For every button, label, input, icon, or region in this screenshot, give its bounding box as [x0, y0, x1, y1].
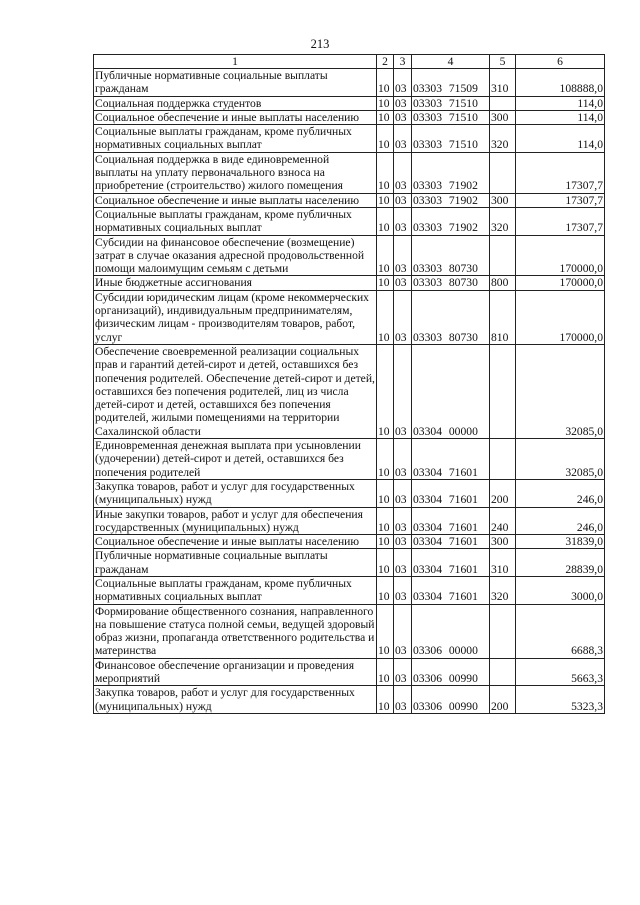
row-target-article: 03303 71510: [412, 96, 490, 110]
row-subsection: 03: [394, 604, 412, 658]
row-expense-type: [490, 344, 516, 438]
row-expense-type: [490, 604, 516, 658]
column-header: 3: [394, 55, 412, 69]
row-name: Иные закупки товаров, работ и услуг для обеспечения государственных (муниципальных) нужд: [94, 507, 377, 535]
row-amount: 32085,0: [516, 439, 605, 480]
row-name: Социальные выплаты гражданам, кроме публичных нормативных социальных выплат: [94, 576, 377, 604]
row-subsection: 03: [394, 69, 412, 97]
row-section: 10: [377, 290, 394, 344]
row-expense-type: 240: [490, 507, 516, 535]
row-name: Публичные нормативные социальные выплаты гражданам: [94, 69, 377, 97]
row-target-article: 03303 80730: [412, 235, 490, 276]
row-amount: 6688,3: [516, 604, 605, 658]
table-row: [94, 439, 605, 480]
table-row: [94, 125, 605, 153]
row-target-article: 03306 00990: [412, 658, 490, 686]
row-amount: 246,0: [516, 507, 605, 535]
row-subsection: 03: [394, 549, 412, 577]
row-amount: 17307,7: [516, 152, 605, 193]
row-name: Социальная поддержка в виде единовременной выплаты на уплату первоначального взноса на приобретение (строительство) жилого помещения: [94, 152, 377, 193]
table-row: [94, 658, 605, 686]
table-row: [94, 152, 605, 193]
row-section: 10: [377, 152, 394, 193]
row-name: Социальные выплаты гражданам, кроме публичных нормативных социальных выплат: [94, 125, 377, 153]
table-row: [94, 96, 605, 110]
row-expense-type: 300: [490, 535, 516, 549]
row-amount: 170000,0: [516, 235, 605, 276]
row-name: Субсидии юридическим лицам (кроме некоммерческих организаций), индивидуальным предпринимателям, физическим лицам - производителям товаров, работ, услуг: [94, 290, 377, 344]
row-subsection: 03: [394, 152, 412, 193]
table-row: [94, 110, 605, 124]
row-subsection: 03: [394, 125, 412, 153]
row-amount: 3000,0: [516, 576, 605, 604]
row-subsection: 03: [394, 439, 412, 480]
row-name: Закупка товаров, работ и услуг для государственных (муниципальных) нужд: [94, 686, 377, 714]
row-expense-type: 300: [490, 193, 516, 207]
row-subsection: 03: [394, 576, 412, 604]
row-expense-type: [490, 96, 516, 110]
row-amount: 170000,0: [516, 290, 605, 344]
row-subsection: 03: [394, 658, 412, 686]
row-target-article: 03303 71509: [412, 69, 490, 97]
table-row: [94, 686, 605, 714]
row-expense-type: 310: [490, 69, 516, 97]
row-target-article: 03304 00000: [412, 344, 490, 438]
row-name: Социальная поддержка студентов: [94, 96, 377, 110]
row-amount: 31839,0: [516, 535, 605, 549]
row-target-article: 03306 00990: [412, 686, 490, 714]
row-section: 10: [377, 207, 394, 235]
row-subsection: 03: [394, 535, 412, 549]
row-expense-type: 320: [490, 576, 516, 604]
row-expense-type: 200: [490, 686, 516, 714]
row-amount: 17307,7: [516, 207, 605, 235]
row-amount: 17307,7: [516, 193, 605, 207]
row-target-article: 03303 80730: [412, 290, 490, 344]
budget-table: [93, 54, 605, 714]
row-subsection: 03: [394, 110, 412, 124]
row-expense-type: 300: [490, 110, 516, 124]
row-name: Финансовое обеспечение организации и проведения мероприятий: [94, 658, 377, 686]
row-target-article: 03303 71902: [412, 207, 490, 235]
table-row: [94, 235, 605, 276]
row-section: 10: [377, 110, 394, 124]
row-section: 10: [377, 604, 394, 658]
row-expense-type: [490, 152, 516, 193]
row-section: 10: [377, 549, 394, 577]
page-number: 213: [310, 37, 330, 51]
row-target-article: 03304 71601: [412, 549, 490, 577]
row-amount: 28839,0: [516, 549, 605, 577]
row-section: 10: [377, 658, 394, 686]
row-name: Единовременная денежная выплата при усыновлении (удочерении) детей-сирот и детей, оставшихся без попечения родителей: [94, 439, 377, 480]
row-expense-type: 200: [490, 479, 516, 507]
row-expense-type: 800: [490, 276, 516, 290]
row-amount: 5323,3: [516, 686, 605, 714]
table-row: [94, 290, 605, 344]
row-name: Социальное обеспечение и иные выплаты населению: [94, 110, 377, 124]
row-section: 10: [377, 507, 394, 535]
row-name: Социальное обеспечение и иные выплаты населению: [94, 535, 377, 549]
row-section: 10: [377, 193, 394, 207]
column-header: 2: [377, 55, 394, 69]
row-subsection: 03: [394, 235, 412, 276]
row-target-article: 03304 71601: [412, 439, 490, 480]
row-amount: 108888,0: [516, 69, 605, 97]
row-section: 10: [377, 276, 394, 290]
row-expense-type: [490, 235, 516, 276]
row-amount: 114,0: [516, 125, 605, 153]
row-section: 10: [377, 235, 394, 276]
row-subsection: 03: [394, 96, 412, 110]
row-target-article: 03303 80730: [412, 276, 490, 290]
table-row: [94, 535, 605, 549]
row-target-article: 03303 71902: [412, 152, 490, 193]
table-row: [94, 576, 605, 604]
row-name: Публичные нормативные социальные выплаты гражданам: [94, 549, 377, 577]
row-section: 10: [377, 535, 394, 549]
table-row: [94, 276, 605, 290]
row-amount: 114,0: [516, 110, 605, 124]
row-name: Формирование общественного сознания, направленного на повышение статуса полной семьи, ведущей здоровый образ жизни, пропаганда ответственного родительства и материнства: [94, 604, 377, 658]
table-row: [94, 479, 605, 507]
column-header: 5: [490, 55, 516, 69]
row-target-article: 03304 71601: [412, 507, 490, 535]
row-name: Закупка товаров, работ и услуг для государственных (муниципальных) нужд: [94, 479, 377, 507]
row-name: Обеспечение своевременной реализации социальных прав и гарантий детей-сирот и детей, оставшихся без попечения родителей. Обеспечение детей-сирот и детей, оставшихся без попечения родителей, лиц из числа детей-сирот и детей, оставшихся без попечения родителей, жилыми помещениями на территории Сахалинской области: [95, 344, 375, 438]
row-name: Социальные выплаты гражданам, кроме публичных нормативных социальных выплат: [94, 207, 377, 235]
row-target-article: 03303 71510: [412, 110, 490, 124]
row-section: 10: [377, 439, 394, 480]
row-target-article: 03304 71601: [412, 576, 490, 604]
row-target-article: 03304 71601: [412, 479, 490, 507]
table-row: [94, 549, 605, 577]
row-section: 10: [377, 479, 394, 507]
row-target-article: 03303 71902: [412, 193, 490, 207]
row-section: 10: [377, 576, 394, 604]
row-subsection: 03: [394, 686, 412, 714]
table-row: [94, 344, 605, 438]
row-expense-type: 320: [490, 207, 516, 235]
row-target-article: 03306 00000: [412, 604, 490, 658]
row-section: 10: [377, 686, 394, 714]
row-name: Иные бюджетные ассигнования: [94, 276, 377, 290]
row-subsection: 03: [394, 507, 412, 535]
row-subsection: 03: [394, 276, 412, 290]
row-subsection: 03: [394, 479, 412, 507]
table-row: [94, 207, 605, 235]
column-header: 4: [412, 55, 490, 69]
row-subsection: 03: [394, 207, 412, 235]
row-section: 10: [377, 96, 394, 110]
row-section: 10: [377, 69, 394, 97]
column-header: 6: [516, 55, 605, 69]
row-expense-type: [490, 658, 516, 686]
row-subsection: 03: [394, 193, 412, 207]
column-header: 1: [94, 55, 377, 69]
row-expense-type: [490, 439, 516, 480]
table-row: [94, 69, 605, 97]
row-expense-type: 310: [490, 549, 516, 577]
row-subsection: 03: [394, 344, 412, 438]
row-target-article: 03304 71601: [412, 535, 490, 549]
row-subsection: 03: [394, 290, 412, 344]
row-expense-type: 320: [490, 125, 516, 153]
header-row: [94, 55, 605, 69]
row-target-article: 03303 71510: [412, 125, 490, 153]
row-amount: 114,0: [516, 96, 605, 110]
table-row: [94, 604, 605, 658]
row-section: 10: [377, 125, 394, 153]
row-expense-type: 810: [490, 290, 516, 344]
table-body: [94, 69, 605, 714]
row-section: 10: [377, 344, 394, 438]
row-amount: 5663,3: [516, 658, 605, 686]
row-amount: 170000,0: [516, 276, 605, 290]
row-name: Субсидии на финансовое обеспечение (возмещение) затрат в случае оказания адресной продовольственной помощи малоимущим семьям с детьми: [94, 235, 377, 276]
table-row: [94, 507, 605, 535]
row-amount: 246,0: [516, 479, 605, 507]
table-row: [94, 193, 605, 207]
row-name: Социальное обеспечение и иные выплаты населению: [94, 193, 377, 207]
row-amount: 32085,0: [516, 344, 605, 438]
